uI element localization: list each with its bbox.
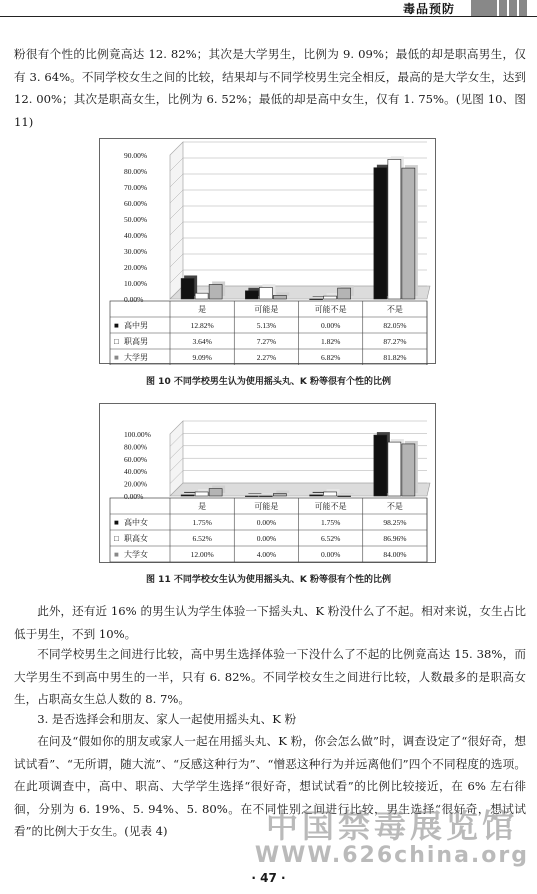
bar-高中男-不是 [374,168,387,299]
y-tick-label: 0.00% [124,492,144,501]
bar-职高男-可能不是 [324,296,337,299]
header-title: 毒品预防 [402,2,455,16]
y-tick-label: 80.00% [124,442,148,452]
bar-职高男-不是 [388,159,401,299]
legend-marker: □ [114,534,119,543]
y-tick-label: 80.00% [124,167,148,176]
y-tick-label: 0.00% [124,295,144,304]
y-tick-label: 10.00% [124,279,148,288]
category-label: 不是 [386,502,403,511]
data-label: 7.27% [256,337,277,346]
category-label: 是 [198,305,207,314]
paragraph-3: 不同学校男生之间进行比较，高中男生选择体验一下没什么了不起的比例竟高达 15. 38%，而大学男生不到高中男生的一半，只有 6. 82%。不同学校女生之间进行比较，人数最多的是职高女生，占职高女生总人数的 8. 7%。 [14,647,526,706]
data-label: 6.52% [192,534,212,543]
figure-10-svg [100,139,437,365]
y-tick-label: 40.00% [124,231,148,240]
data-label: 87.27% [383,337,407,346]
bar-高中女-可能是 [245,496,258,497]
y-tick-label: 60.00% [124,199,148,208]
data-label: 1.82% [320,337,341,346]
figure-11-caption: 图 11 不同学校女生认为使用摇头丸、K 粉等很有个性的比例 [146,575,391,585]
y-tick-label: 90.00% [124,151,148,160]
y-tick-label: 60.00% [124,454,148,464]
legend-series-name: 大学女 [124,550,148,559]
bar-职高女-不是 [388,442,401,496]
data-label: 0.00% [320,550,341,559]
data-label: 6.82% [320,353,341,362]
data-label: 0.00% [320,321,341,330]
paragraph-2: 此外，还有近 16% 的男生认为学生体验一下摇头丸、K 粉没什么了不起。相对来说，女生占比低于男生，不到 10%。 [14,604,526,641]
paragraph-1: 粉很有个性的比例竟高达 12. 82%；其次是大学男生，比例为 9. 09%；最低的却是职高男生，仅有 3. 64%。不同学校女生之间的比较，结果却与不同学校男生完全相反，最高的是大学女生，达到 12. 00%；其次是职高女生，比例为 6. 52%；最低的却是高中女生，仅有 1. 75%。(见图 10、图 11) [14,47,526,129]
category-label: 可能是 [254,502,279,511]
page-number: · 47 · [251,871,286,885]
section-heading-3: 3. 是否选择会和朋友、家人一起使用摇头丸、K 粉 [37,712,297,726]
paragraph-5: 在问及“假如你的朋友或家人一起在用摇头丸、K 粉，你会怎么做”时，调查设定了“很好奇，想试试看”、“无所谓，随大流”、“反感这种行为”、“憎恶这种行为并远离他们”四个不同程度的选项。在此项调查中，高中、职高、大学学生选择“很好奇，想试试看”的比例比较接近，在 6% 左右徘徊，分别为 6. 19%、5. 94%、5. 80%。在不同性别之间进行比较，男生选择“很好奇，想试试看”的比例大于女生。(见表 4) [14,734,526,838]
y-tick-label: 50.00% [124,215,148,224]
data-label: 12.82% [190,321,214,330]
data-label: 98.25% [383,518,407,527]
data-label: 0.00% [256,534,277,543]
y-tick-label: 20.00% [124,479,148,489]
category-label: 可能不是 [314,502,347,511]
legend-marker: □ [114,337,119,346]
bar-大学女-是 [209,489,222,496]
bar-shadow [341,493,354,494]
watermark-url: WWW.626china.org [254,843,529,868]
y-tick-label: 30.00% [124,247,148,256]
data-label: 1.75% [320,518,341,527]
data-label: 0.00% [256,518,277,527]
figure-11-chart [99,403,436,563]
legend-marker: ■ [114,321,119,330]
y-tick-label: 100.00% [124,430,151,439]
data-label: 1.75% [192,518,212,527]
y-tick-label: 40.00% [124,467,148,477]
bar-shadow [248,493,261,494]
figure-10-chart [99,138,436,364]
bar-职高男-可能是 [259,287,272,299]
figure-10-caption: 图 10 不同学校男生认为使用摇头丸、K 粉等很有个性的比例 [146,377,391,387]
data-label: 5.13% [256,321,277,330]
data-label: 82.05% [383,321,407,330]
data-label: 4.00% [256,550,277,559]
chart-side-wall [170,142,183,299]
data-label: 84.00% [383,550,407,559]
figure-11-svg [100,404,437,564]
bar-高中男-可能是 [245,291,258,299]
data-label: 3.64% [192,337,212,346]
data-label: 12.00% [190,550,214,559]
bar-shadow [276,491,289,493]
site-watermark [255,808,529,868]
data-label: 9.09% [192,353,212,362]
bar-大学女-可能是 [273,494,286,496]
bar-高中女-可能不是 [310,495,323,496]
legend-marker: ■ [114,518,119,527]
bar-大学男-不是 [402,168,415,299]
header-decoration-bars [471,0,527,16]
legend-series-name: 职高男 [124,337,148,346]
running-header [0,0,537,17]
data-label: 81.82% [383,353,407,362]
legend-series-name: 职高女 [124,534,148,543]
bar-职高女-可能是 [259,496,272,497]
legend-series-name: 大学男 [124,353,148,362]
watermark-title: 中国禁毒展览馆 [265,807,518,845]
bar-大学男-可能不是 [338,288,351,299]
bar-大学女-可能不是 [338,496,351,497]
legend-marker: ■ [114,353,119,362]
bar-职高女-是 [195,492,208,496]
y-tick-label: 70.00% [124,183,148,192]
category-label: 是 [198,502,207,511]
data-label: 2.27% [256,353,277,362]
legend-series-name: 高中男 [124,321,148,330]
bar-高中女-是 [181,495,194,496]
y-tick-label: 20.00% [124,263,148,272]
bar-大学男-可能是 [273,295,286,299]
bar-职高女-可能不是 [324,492,337,496]
data-label: 86.96% [383,534,407,543]
bar-高中女-不是 [374,435,387,496]
bar-大学女-不是 [402,444,415,496]
category-label: 可能是 [254,305,279,314]
category-label: 不是 [386,305,403,314]
bar-大学男-是 [209,284,222,299]
data-label: 6.52% [320,534,341,543]
legend-marker: ■ [114,550,119,559]
legend-series-name: 高中女 [124,518,148,527]
bar-高中男-是 [181,278,194,299]
category-label: 可能不是 [314,305,347,314]
bar-职高男-是 [195,293,208,299]
bar-高中男-可能不是 [310,299,323,300]
